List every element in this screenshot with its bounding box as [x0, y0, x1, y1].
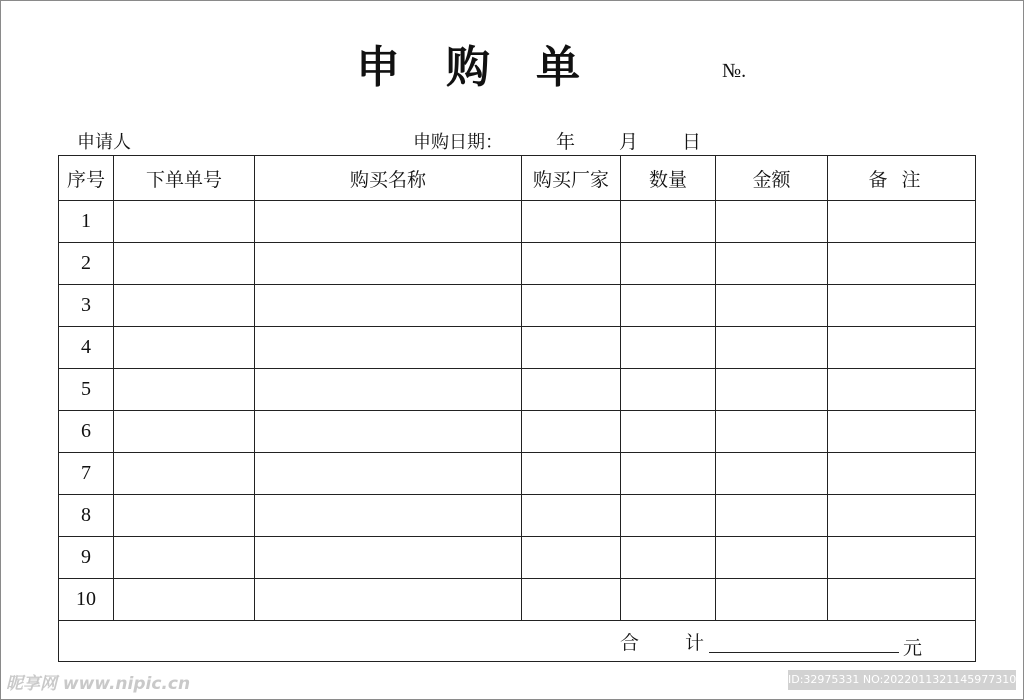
remark-cell[interactable] — [828, 453, 976, 495]
table-row — [59, 369, 976, 411]
row-index: 6 — [59, 411, 114, 453]
col-header-remark: 备注 — [828, 156, 976, 201]
manufacturer-cell[interactable] — [522, 537, 621, 579]
amount-cell[interactable] — [716, 411, 828, 453]
col-header-quantity: 数量 — [621, 156, 716, 201]
order-no-cell[interactable] — [114, 243, 255, 285]
col-header-manufacturer: 购买厂家 — [522, 156, 621, 201]
manufacturer-cell[interactable] — [522, 411, 621, 453]
item-name-cell[interactable] — [255, 369, 522, 411]
quantity-cell[interactable] — [621, 285, 716, 327]
amount-cell[interactable] — [716, 537, 828, 579]
total-row — [59, 621, 976, 662]
table-row — [59, 411, 976, 453]
order-no-cell[interactable] — [114, 369, 255, 411]
manufacturer-cell[interactable] — [522, 327, 621, 369]
row-index: 10 — [59, 579, 114, 621]
quantity-cell[interactable] — [621, 243, 716, 285]
table-row — [59, 579, 976, 621]
remark-cell[interactable] — [828, 579, 976, 621]
item-name-cell[interactable] — [255, 243, 522, 285]
item-name-cell[interactable] — [255, 537, 522, 579]
remark-cell[interactable] — [828, 285, 976, 327]
quantity-cell[interactable] — [621, 327, 716, 369]
form-title: 申购单 — [356, 42, 626, 93]
order-no-cell[interactable] — [114, 201, 255, 243]
order-no-cell[interactable] — [114, 411, 255, 453]
col-header-index: 序号 — [59, 156, 114, 201]
table-row — [59, 327, 976, 369]
remark-cell[interactable] — [828, 327, 976, 369]
row-index: 9 — [59, 537, 114, 579]
item-name-cell[interactable] — [255, 495, 522, 537]
table-row — [59, 453, 976, 495]
quantity-cell[interactable] — [621, 579, 716, 621]
table-row — [59, 495, 976, 537]
manufacturer-cell[interactable] — [522, 201, 621, 243]
item-name-cell[interactable] — [255, 411, 522, 453]
order-no-cell[interactable] — [114, 495, 255, 537]
amount-cell[interactable] — [716, 453, 828, 495]
item-name-cell[interactable] — [255, 201, 522, 243]
watermark-id: ID:32975331 NO:20220113211459773104 — [788, 670, 1016, 690]
year-label: 年 — [556, 131, 576, 153]
quantity-cell[interactable] — [621, 453, 716, 495]
order-no-cell[interactable] — [114, 537, 255, 579]
watermark-site: 昵享网 www.nipic.cn — [6, 674, 191, 694]
amount-cell[interactable] — [716, 201, 828, 243]
amount-cell[interactable] — [716, 327, 828, 369]
amount-cell[interactable] — [716, 579, 828, 621]
manufacturer-cell[interactable] — [522, 369, 621, 411]
manufacturer-cell[interactable] — [522, 453, 621, 495]
order-no-cell[interactable] — [114, 579, 255, 621]
total-unit-label: 元 — [903, 637, 923, 659]
table-row — [59, 285, 976, 327]
quantity-cell[interactable] — [621, 369, 716, 411]
day-label: 日 — [682, 131, 702, 153]
serial-number-label: №. — [722, 60, 747, 82]
remark-cell[interactable] — [828, 201, 976, 243]
remark-cell[interactable] — [828, 369, 976, 411]
quantity-cell[interactable] — [621, 201, 716, 243]
manufacturer-cell[interactable] — [522, 579, 621, 621]
row-index: 3 — [59, 285, 114, 327]
manufacturer-cell[interactable] — [522, 243, 621, 285]
row-index: 1 — [59, 201, 114, 243]
order-no-cell[interactable] — [114, 453, 255, 495]
item-name-cell[interactable] — [255, 327, 522, 369]
quantity-cell[interactable] — [621, 411, 716, 453]
quantity-cell[interactable] — [621, 495, 716, 537]
amount-cell[interactable] — [716, 285, 828, 327]
remark-cell[interactable] — [828, 495, 976, 537]
total-amount-line[interactable] — [709, 652, 899, 653]
row-index: 2 — [59, 243, 114, 285]
row-index: 4 — [59, 327, 114, 369]
order-no-cell[interactable] — [114, 285, 255, 327]
month-label: 月 — [619, 131, 639, 153]
table-row — [59, 243, 976, 285]
order-no-cell[interactable] — [114, 327, 255, 369]
remark-cell[interactable] — [828, 411, 976, 453]
item-name-cell[interactable] — [255, 453, 522, 495]
row-index: 5 — [59, 369, 114, 411]
amount-cell[interactable] — [716, 369, 828, 411]
remark-cell[interactable] — [828, 243, 976, 285]
purchase-table — [58, 155, 976, 662]
col-header-order-no: 下单单号 — [114, 156, 255, 201]
item-name-cell[interactable] — [255, 579, 522, 621]
col-header-amount: 金额 — [716, 156, 828, 201]
col-header-item-name: 购买名称 — [255, 156, 522, 201]
total-cell — [59, 621, 976, 662]
table-row — [59, 201, 976, 243]
remark-cell[interactable] — [828, 537, 976, 579]
table-row — [59, 537, 976, 579]
manufacturer-cell[interactable] — [522, 495, 621, 537]
manufacturer-cell[interactable] — [522, 285, 621, 327]
amount-cell[interactable] — [716, 243, 828, 285]
amount-cell[interactable] — [716, 495, 828, 537]
item-name-cell[interactable] — [255, 285, 522, 327]
row-index: 8 — [59, 495, 114, 537]
row-index: 7 — [59, 453, 114, 495]
table-header-row — [59, 156, 976, 201]
quantity-cell[interactable] — [621, 537, 716, 579]
applicant-label: 申请人 — [77, 132, 131, 153]
total-label: 合计 — [620, 632, 751, 654]
purchase-date-label: 申购日期： — [413, 132, 503, 153]
